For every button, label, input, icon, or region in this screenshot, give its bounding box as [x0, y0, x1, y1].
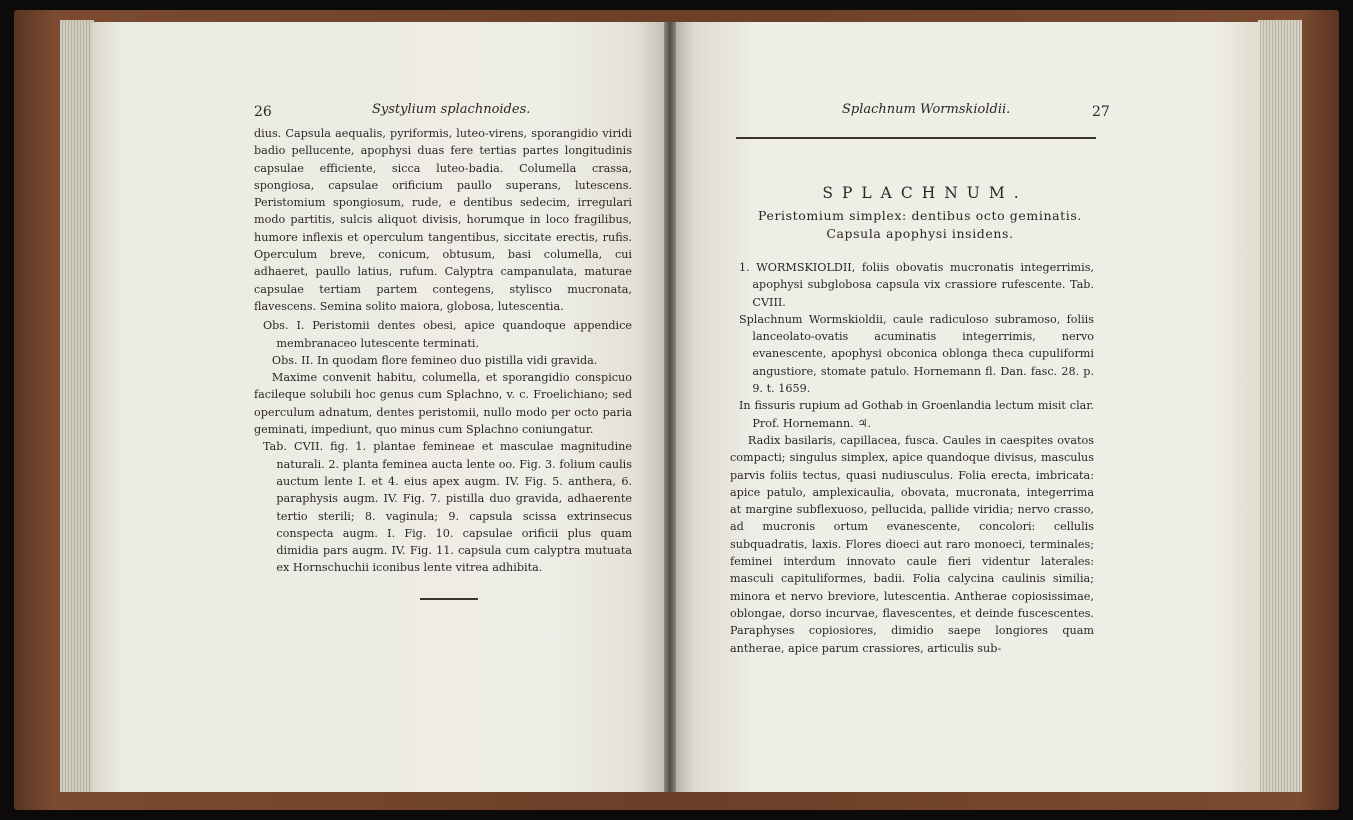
observation-1: Obs. I. Peristomii dentes obesi, apice quandoque appendice membranaceo lutescente terminati.	[262, 319, 632, 350]
header-rule	[736, 137, 1096, 139]
species-entry: 1. WORMSKIOLDII, foliis obovatis mucronatis integerrimis, apophysi subglobosa capsula vix crassiore rufescente. Tab. CVIII.	[738, 261, 1094, 309]
diagnosis-line-2: Capsula apophysi insidens.	[826, 226, 1014, 241]
synonym: Splachnum Wormskioldii, caule radiculoso subramoso, foliis lanceolato-ovatis acuminatis integerrimis, nervo evanescente, apophysi obconica oblonga theca cupuliformi angustiore, stomate patulo. Hornemann fl. Dan. fasc. 28. p. 9. t. 1659.	[738, 312, 1094, 396]
body-text	[254, 125, 632, 577]
locality: In fissuris rupium ad Gothab in Groenlandia lectum misit clar. Prof. Hornemann. ♃.	[738, 399, 1094, 430]
left-page	[92, 22, 670, 792]
page-number: 27	[1092, 104, 1110, 120]
page-edges-left	[60, 20, 94, 792]
page-edges-right	[1258, 20, 1302, 792]
page-number: 26	[254, 104, 272, 120]
paragraph: dius. Capsula aequalis, pyriformis, luteo-virens, sporangidio viridi badio pellucente, apophysi duas fere tertias partes longitudinis capsulae efficiente, sicca luteo-badia. Columella crassa, spongiosa, capsulae orificium paullo superans, lutescens. Peristomium spongiosum, rude, e dentibus sedecim, irregulari modo partitis, sulcis aliquot divisis, horumque in loco fragilibus, humore inflexis et operculum tangentibus, siccitate erectis, rufis. Operculum breve, conicum, obtusum, basi columella, cui adhaeret, paullo latius, rufum. Calyptra campanulata, maturae capsulae tertiam partem contegens, stylisco mucronata, flavescens. Semina solito maiora, globosa, lutescentia.	[254, 127, 632, 313]
genus-title: SPLACHNUM.	[822, 184, 1028, 202]
book-spine	[664, 22, 676, 792]
plate-caption: Tab. CVII. fig. 1. plantae femineae et masculae magnitudine naturali. 2. planta feminea aucta lente oo. Fig. 3. folium caulis auctum lente I. et 4. eius apex augm. IV. Fig. 5. anthera, 6. paraphysis augm. IV. Fig. 7. pistilla duo gravida, adhaerente tertio sterili; 8. vaginula; 9. capsula scissa extrinsecus conspecta augm. I. Fig. 10. capsulae orificii plus quam dimidia pars augm. IV. Fig. 11. capsula cum calyptra mutuata ex Hornschuchii iconibus lente vitrea adhibita.	[262, 440, 632, 575]
right-page	[670, 22, 1260, 792]
running-head: Systylium splachnoides.	[372, 102, 531, 117]
body-text	[730, 259, 1094, 657]
description: Radix basilaris, capillacea, fusca. Caules in caespites ovatos compacti; singulus simplex, apice quandoque divisus, masculus parvis foliis tectus, quasi nudiusculus. Folia erecta, imbricata: apice patulo, amplexicaulia, obovata, mucronata, integerrima at margine subflexuoso, pellucida, pallide viridia; nervo crasso, ad mucronis ortum evanescente, concolori: cellulis subquadratis, laxis. Flores dioeci aut raro monoeci, terminales; feminei interdum innovato caule fieri videntur laterales: masculi capituliformes, badii. Folia calycina caulinis similia; minora et nervo breviore, lutescentia. Antherae copiosissimae, oblongae, dorso incurvae, flavescentes, et deinde fuscescentes. Paraphyses copiosiores, dimidio saepe longiores quam antherae, apice parum crassiores, articulis sub-	[730, 433, 1094, 655]
diagnosis-line-1: Peristomium simplex: dentibus octo geminatis.	[758, 208, 1082, 223]
running-head: Splachnum Wormskioldii.	[842, 102, 1011, 117]
observation-2: Obs. II. In quodam flore femineo duo pistilla vidi gravida.	[271, 353, 598, 367]
end-rule	[420, 598, 478, 600]
paragraph: Maxime convenit habitu, columella, et sporangidio conspicuo facileque solubili hoc genus cum Splachno, v. c. Froelichiano; sed operculum adnatum, dentes peristomii, nullo modo per octo paria geminati, impediunt, quo minus cum Splachno coniungatur.	[254, 371, 632, 437]
